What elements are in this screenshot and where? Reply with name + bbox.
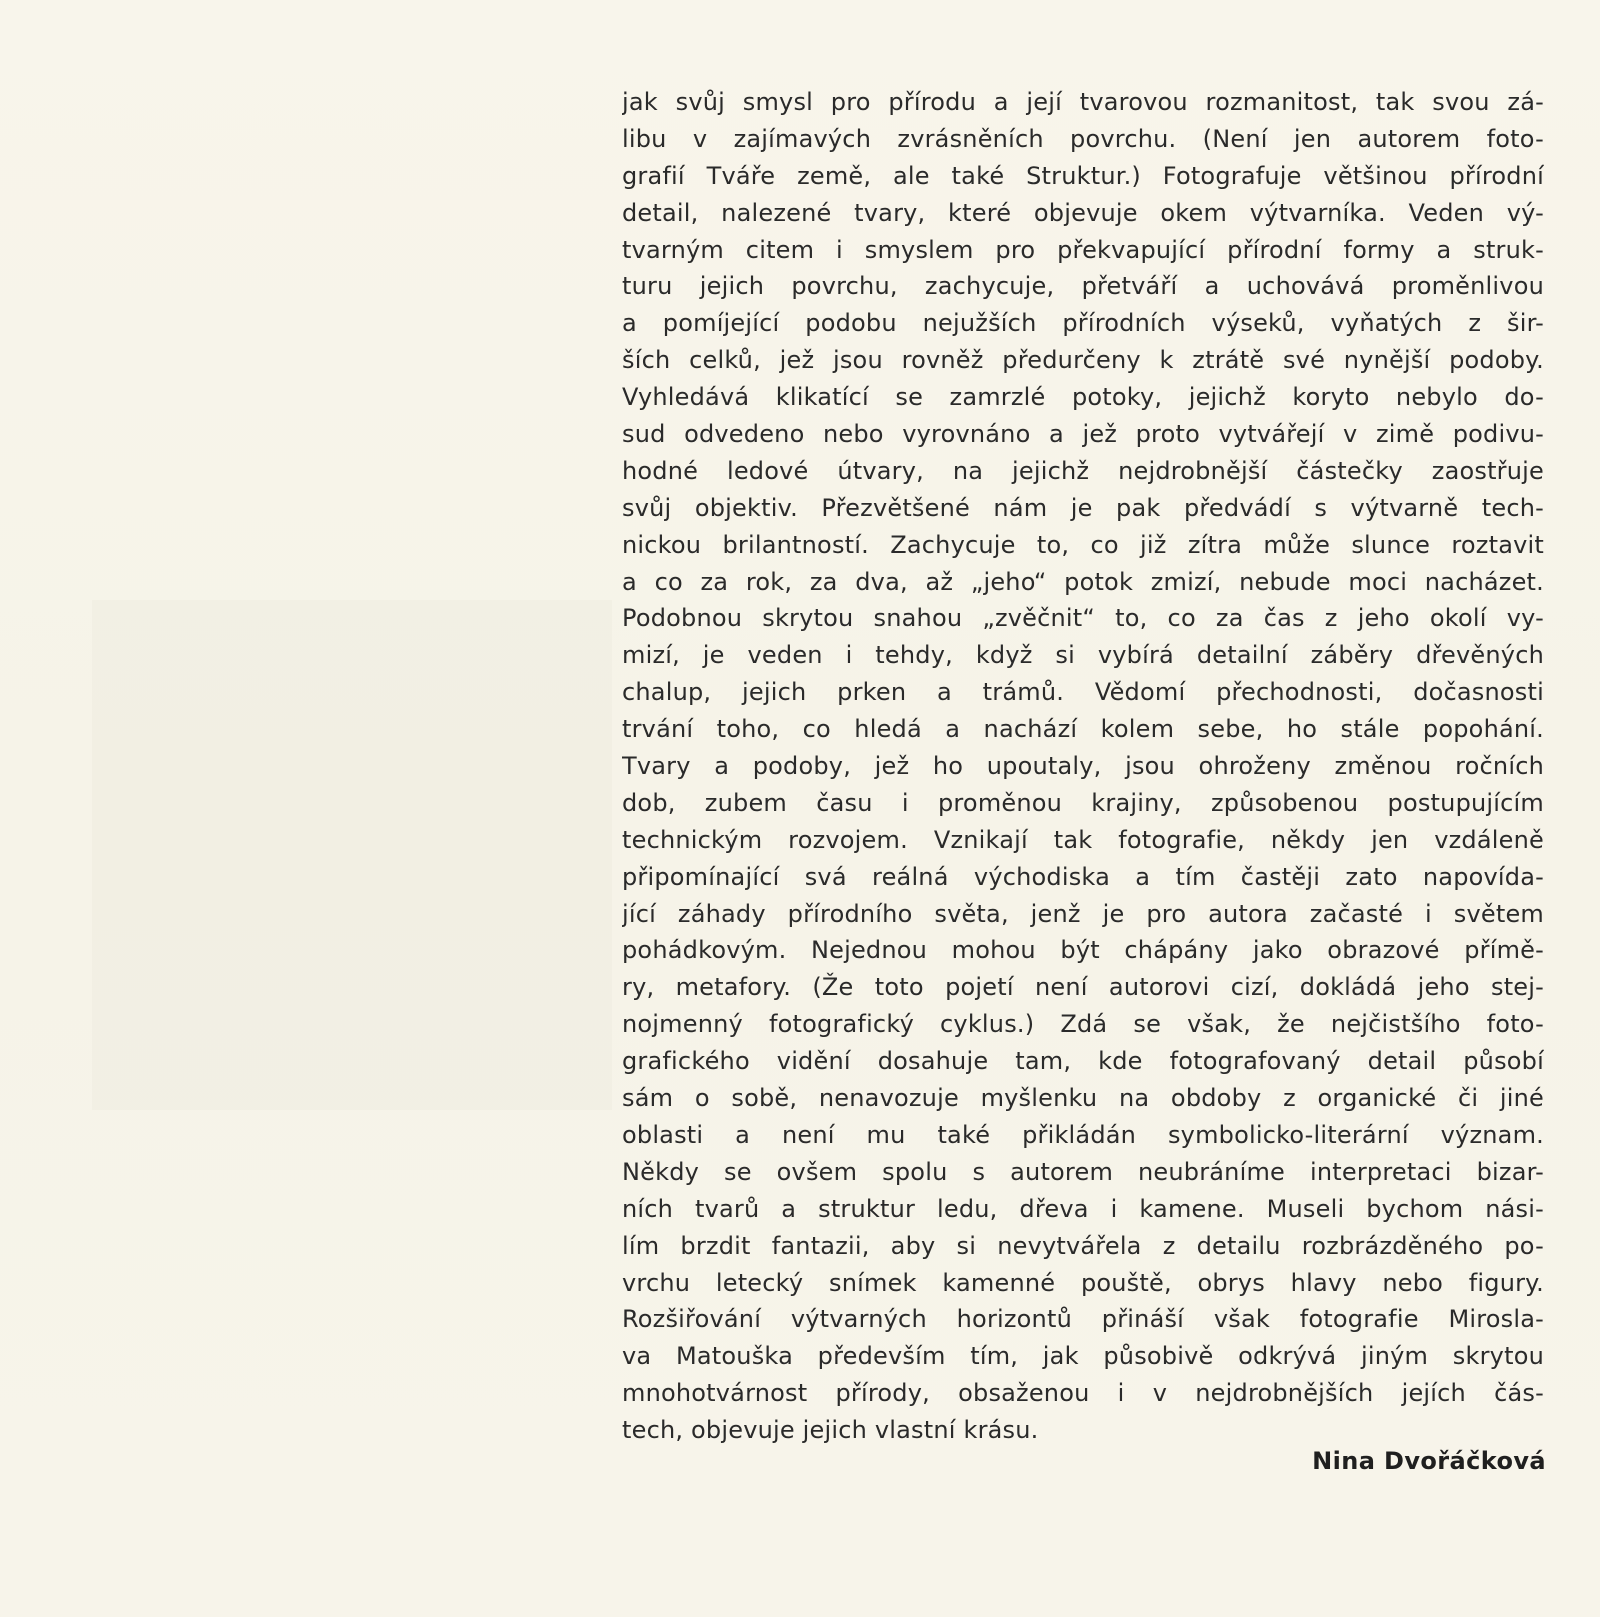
text-line: oblasti a není mu také přikládán symbolicko-literární význam. bbox=[622, 1120, 1544, 1149]
text-line: sám o sobě, nenavozuje myšlenku na obdoby z organické či jiné bbox=[622, 1084, 1544, 1113]
text-line: Tvary a podoby, jež ho upoutaly, jsou ohroženy změnou ročních bbox=[622, 752, 1544, 781]
text-line: a pomíjející podobu nejužších přírodních výseků, vyňatých z šir- bbox=[622, 309, 1544, 338]
text-line: svůj objektiv. Přezvětšené nám je pak předvádí s výtvarně tech- bbox=[622, 493, 1544, 522]
text-line: dob, zubem času i proměnou krajiny, způsobenou postupujícím bbox=[622, 788, 1544, 817]
text-line: detail, nalezené tvary, které objevuje okem výtvarníka. Veden vý- bbox=[622, 198, 1544, 227]
text-line: hodné ledové útvary, na jejichž nejdrobnější částečky zaostřuje bbox=[622, 456, 1544, 485]
text-line: va Matouška především tím, jak působivě odkrývá jiným skrytou bbox=[622, 1342, 1544, 1371]
text-line: trvání toho, co hledá a nachází kolem sebe, ho stále popohání. bbox=[622, 715, 1544, 744]
text-line: nickou brilantností. Zachycuje to, co již zítra může slunce roztavit bbox=[622, 530, 1544, 559]
page-show-through bbox=[92, 600, 612, 1110]
text-line: jak svůj smysl pro přírodu a její tvarovou rozmanitost, tak svou zá- bbox=[622, 88, 1544, 116]
text-line: ších celků, jež jsou rovněž předurčeny k ztrátě své nynější podoby. bbox=[622, 346, 1544, 375]
text-line: technickým rozvojem. Vznikají tak fotografie, někdy jen vzdáleně bbox=[622, 825, 1544, 854]
text-line: a co za rok, za dva, až „jeho“ potok zmizí, nebude moci nacházet. bbox=[622, 567, 1544, 596]
text-line: Rozšiřování výtvarných horizontů přináší však fotografie Mirosla- bbox=[622, 1305, 1544, 1334]
text-line: tvarným citem i smyslem pro překvapující přírodní formy a struk- bbox=[622, 235, 1544, 264]
text-line: grafií Tváře země, ale také Struktur.) Fotografuje většinou přírodní bbox=[622, 161, 1544, 190]
text-line: turu jejich povrchu, zachycuje, přetváří a uchovává proměnlivou bbox=[622, 272, 1544, 301]
text-line: nojmenný fotografický cyklus.) Zdá se však, že nejčistšího foto- bbox=[622, 1010, 1544, 1039]
text-line: jící záhady přírodního světa, jenž je pro autora začasté i světem bbox=[622, 899, 1544, 928]
text-line: připomínající svá reálná východiska a tím častěji zato napovída- bbox=[622, 862, 1544, 891]
body-text bbox=[622, 84, 1544, 1449]
text-line: grafického vidění dosahuje tam, kde fotografovaný detail působí bbox=[622, 1047, 1544, 1076]
text-line: sud odvedeno nebo vyrovnáno a jež proto vytvářejí v zimě podivu- bbox=[622, 420, 1544, 449]
author-signature: Nina Dvořáčková bbox=[1312, 1447, 1546, 1475]
text-line: Někdy se ovšem spolu s autorem neubráníme interpretaci bizar- bbox=[622, 1157, 1544, 1186]
text-line: libu v zajímavých zvrásněních povrchu. (Není jen autorem foto- bbox=[622, 124, 1544, 153]
text-line: mizí, je veden i tehdy, když si vybírá detailní záběry dřevěných bbox=[622, 641, 1544, 670]
text-line: lím brzdit fantazii, aby si nevytvářela z detailu rozbrázděného po- bbox=[622, 1231, 1544, 1260]
text-line-last: tech, objevuje jejich vlastní krásu. bbox=[622, 1416, 1039, 1445]
text-line: Vyhledává klikatící se zamrzlé potoky, jejichž koryto nebylo do- bbox=[622, 383, 1544, 412]
text-line: ních tvarů a struktur ledu, dřeva i kamene. Museli bychom nási- bbox=[622, 1194, 1544, 1223]
text-line: pohádkovým. Nejednou mohou být chápány jako obrazové přímě- bbox=[622, 936, 1544, 965]
text-line: vrchu letecký snímek kamenné pouště, obrys hlavy nebo figury. bbox=[622, 1268, 1544, 1297]
text-line: chalup, jejich prken a trámů. Vědomí přechodnosti, dočasnosti bbox=[622, 678, 1544, 707]
text-line: ry, metafory. (Že toto pojetí není autorovi cizí, dokládá jeho stej- bbox=[622, 973, 1544, 1002]
text-line: Podobnou skrytou snahou „zvěčnit“ to, co za čas z jeho okolí vy- bbox=[622, 604, 1544, 633]
text-line: mnohotvárnost přírody, obsaženou i v nejdrobnějších jejích čás- bbox=[622, 1379, 1544, 1408]
